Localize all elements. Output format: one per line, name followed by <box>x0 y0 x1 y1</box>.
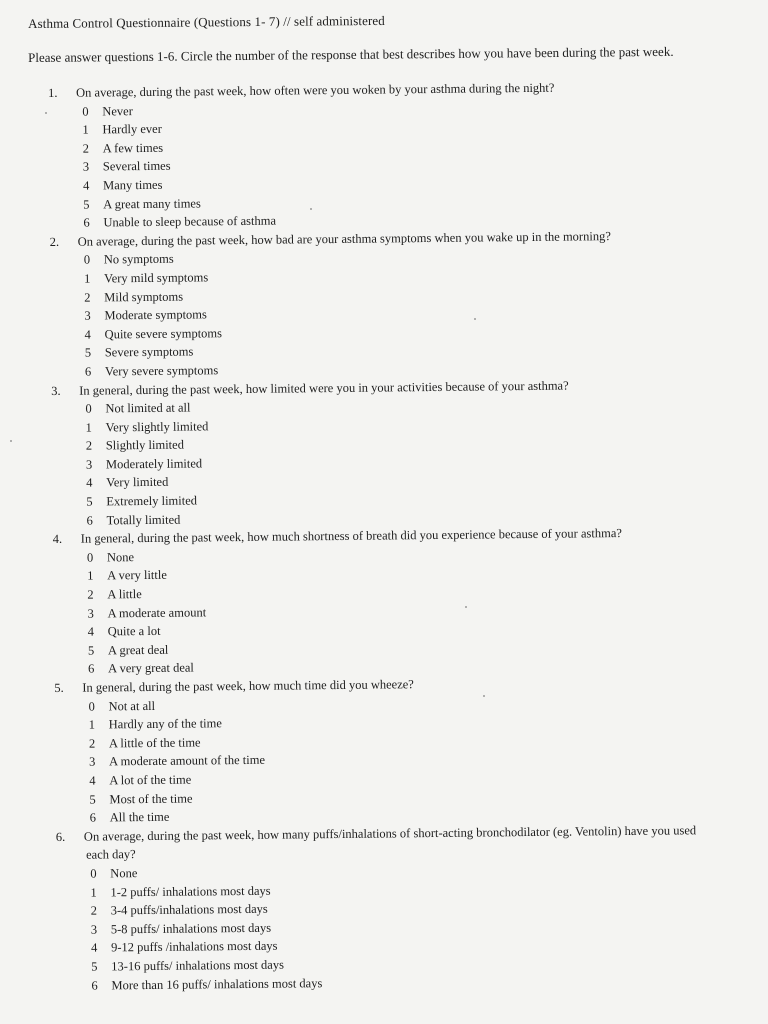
page-title: Asthma Control Questionnaire (Questions 1- 7) // self administered <box>28 12 385 31</box>
answer-label: 5-8 puffs/ inhalations most days <box>110 920 272 937</box>
answer-number[interactable]: 1 <box>85 420 92 435</box>
answer-options <box>51 393 752 530</box>
answer-number[interactable]: 6 <box>83 215 90 230</box>
answer-number[interactable]: 4 <box>86 476 93 491</box>
answer-label: Very limited <box>106 475 169 490</box>
question-list <box>48 77 758 995</box>
scan-speck <box>310 208 312 210</box>
question-4 <box>53 523 755 679</box>
answer-label: No symptoms <box>103 252 174 267</box>
answer-number[interactable]: 5 <box>87 643 95 658</box>
answer-label: 1-2 puffs/ inhalations most days <box>110 883 271 899</box>
answer-number[interactable]: 2 <box>82 141 89 156</box>
answer-label: Mild symptoms <box>104 289 184 304</box>
answer-label: A few times <box>102 140 164 156</box>
answer-label: A little <box>107 587 142 602</box>
answer-label: Not limited at all <box>105 400 191 416</box>
answer-number[interactable]: 0 <box>83 252 91 267</box>
answer-label: A moderate amount <box>107 604 207 621</box>
scan-speck <box>483 695 485 697</box>
answer-label: None <box>110 866 138 881</box>
question-text-continuation: each day? <box>86 847 136 862</box>
answer-number[interactable]: 3 <box>89 754 96 769</box>
question-text: On average, during the past week, how often were you woken by your asthma during the night? <box>76 80 555 100</box>
answer-number[interactable]: 6 <box>86 513 93 528</box>
answer-number[interactable]: 6 <box>91 978 98 993</box>
answer-number[interactable]: 4 <box>84 327 91 342</box>
answer-label: All the time <box>109 809 170 825</box>
answer-number[interactable]: 1 <box>83 271 91 286</box>
scan-speck <box>10 440 12 442</box>
question-number: 4. <box>52 532 63 547</box>
answer-number[interactable]: 5 <box>86 494 93 509</box>
answer-options <box>50 244 751 381</box>
question-number: 3. <box>51 383 61 398</box>
answer-label: A moderate amount of the time <box>109 753 266 769</box>
answer-label: Quite severe symptoms <box>104 325 223 342</box>
answer-label: None <box>106 549 135 565</box>
answer-label: Hardly any of the time <box>108 716 222 732</box>
answer-number[interactable]: 0 <box>86 550 94 565</box>
answer-label: A great many times <box>103 195 201 211</box>
answer-number[interactable]: 3 <box>85 457 93 472</box>
answer-number[interactable]: 4 <box>90 940 98 955</box>
answer-number[interactable]: 0 <box>82 104 89 119</box>
question-number: 1. <box>48 85 58 100</box>
question-text: On average, during the past week, how bad are your asthma symptoms when you wake up in the morning? <box>77 228 611 249</box>
answer-label: A great deal <box>107 642 169 658</box>
answer-number[interactable]: 0 <box>85 401 92 416</box>
answer-number[interactable]: 3 <box>82 159 90 175</box>
scan-speck <box>465 606 467 608</box>
answer-label: Extremely limited <box>106 493 198 509</box>
instructions-text: Please answer questions 1-6. Circle the number of the response that best describes how you have been during the past week. <box>28 43 674 65</box>
answer-number[interactable]: 2 <box>87 587 94 602</box>
scan-speck <box>45 112 47 114</box>
question-text: In general, during the past week, how limited were you in your activities because of your asthma? <box>79 378 569 398</box>
answer-number[interactable]: 2 <box>85 438 93 453</box>
answer-options <box>53 541 754 678</box>
answer-label: Not at all <box>108 698 156 713</box>
answer-label: Never <box>102 103 133 119</box>
scan-speck <box>474 318 476 320</box>
answer-number[interactable]: 4 <box>82 178 90 193</box>
answer-label: A very great deal <box>108 660 194 676</box>
answer-number[interactable]: 4 <box>89 773 96 788</box>
answer-label: Hardly ever <box>102 121 162 137</box>
answer-label: 13-16 puffs/ inhalations most days <box>111 957 284 974</box>
answer-number[interactable]: 1 <box>90 885 97 900</box>
answer-label: Very slightly limited <box>105 419 209 435</box>
answer-label: Slightly limited <box>105 437 185 453</box>
question-text: On average, during the past week, how many puffs/inhalations of short-acting bronchodilator (eg. Ventolin) have you used <box>83 823 697 844</box>
question-3 <box>51 374 753 530</box>
answer-number[interactable]: 1 <box>88 717 96 732</box>
question-number: 5. <box>54 680 64 695</box>
answer-number[interactable]: 3 <box>87 606 94 621</box>
answer-number[interactable]: 3 <box>90 922 98 937</box>
answer-number[interactable]: 1 <box>82 122 89 137</box>
question-number: 2. <box>49 234 60 249</box>
answer-number[interactable]: 6 <box>89 810 97 825</box>
answer-number[interactable]: 3 <box>84 308 91 323</box>
answer-label: 9-12 puffs /inhalations most days <box>110 938 278 955</box>
question-text: In general, during the past week, how much shortness of breath did you experience because of your asthma? <box>80 526 622 546</box>
answer-label: Several times <box>102 159 171 174</box>
answer-label: Very mild symptoms <box>103 270 209 286</box>
answer-label: A lot of the time <box>109 772 192 788</box>
answer-label: Totally limited <box>106 512 181 528</box>
question-1 <box>48 77 750 233</box>
answer-options <box>54 690 755 827</box>
answer-options <box>56 858 757 995</box>
answer-label: A little of the time <box>108 735 201 751</box>
answer-label: Moderate symptoms <box>104 307 207 323</box>
answer-number[interactable]: 0 <box>88 699 95 714</box>
answer-number[interactable]: 0 <box>90 866 97 881</box>
question-2 <box>50 225 752 381</box>
question-6 <box>56 820 758 995</box>
answer-number[interactable]: 5 <box>83 197 90 212</box>
answer-number[interactable]: 6 <box>88 661 95 677</box>
question-5 <box>54 672 756 828</box>
answer-label: Many times <box>102 177 163 193</box>
answer-label: Quite a lot <box>107 624 161 639</box>
question-number: 6. <box>55 829 66 844</box>
question-text: In general, during the past week, how much time did you wheeze? <box>82 677 414 695</box>
answer-label: Most of the time <box>109 791 193 806</box>
answer-options <box>48 95 749 232</box>
answer-label: Severe symptoms <box>104 344 194 360</box>
answer-number[interactable]: 5 <box>89 792 96 807</box>
answer-number[interactable]: 2 <box>88 736 96 751</box>
answer-label: Moderately limited <box>105 456 203 472</box>
answer-number[interactable]: 6 <box>84 364 92 379</box>
answer-number[interactable]: 4 <box>87 624 95 639</box>
answer-number[interactable]: 5 <box>91 959 98 974</box>
answer-label: Unable to sleep because of asthma <box>103 213 277 230</box>
answer-label: Very severe symptoms <box>104 363 219 379</box>
answer-number[interactable]: 2 <box>84 290 91 305</box>
answer-number[interactable]: 1 <box>87 568 94 584</box>
answer-number[interactable]: 5 <box>84 345 92 360</box>
answer-number[interactable]: 2 <box>90 903 97 918</box>
answer-label: 3-4 puffs/inhalations most days <box>110 901 268 918</box>
answer-label: A very little <box>107 568 167 583</box>
answer-label: More than 16 puffs/ inhalations most days <box>111 975 323 992</box>
